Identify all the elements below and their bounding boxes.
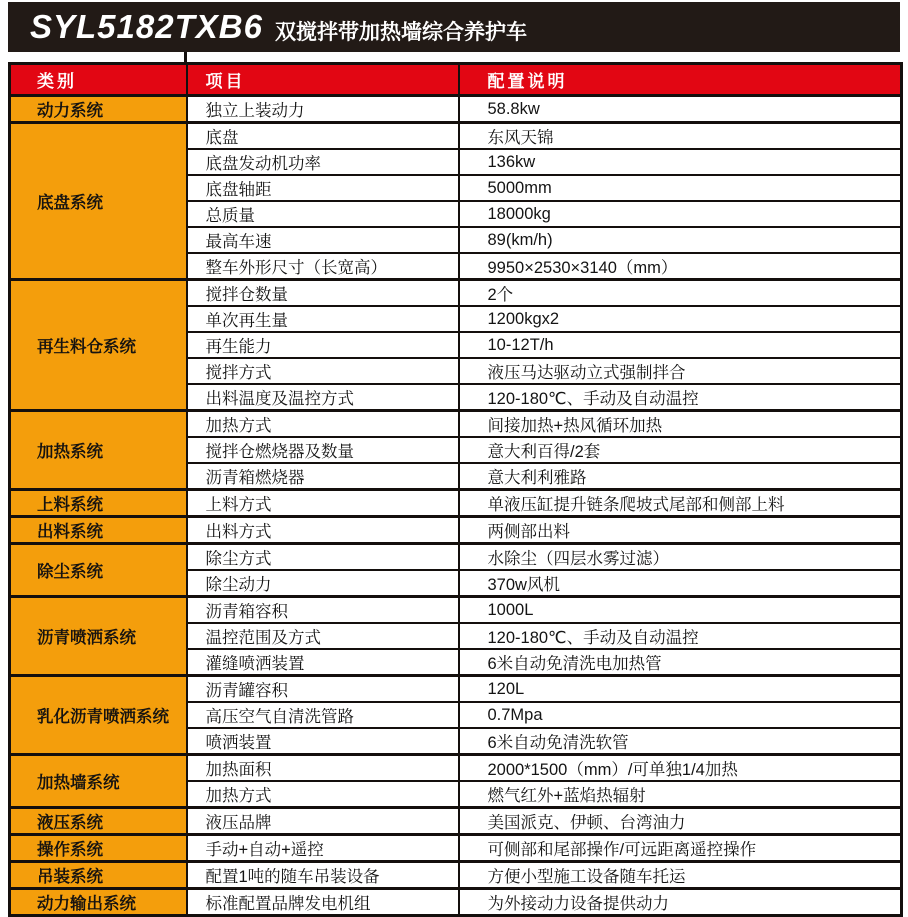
spec-cell: 2个	[459, 280, 902, 307]
vehicle-name: 双搅拌带加热墙综合养护车	[274, 20, 527, 44]
item-cell: 除尘方式	[187, 544, 459, 571]
item-cell: 整车外形尺寸（长宽高）	[187, 253, 459, 280]
spec-cell: 10-12T/h	[459, 332, 902, 358]
spec-cell: 液压马达驱动立式强制拌合	[459, 358, 902, 384]
spec-cell: 意大利百得/2套	[459, 437, 902, 463]
item-cell: 灌缝喷洒装置	[187, 649, 459, 676]
table-row	[10, 123, 902, 150]
item-cell: 底盘	[187, 123, 459, 150]
category-cell-dust-removal-system: 除尘系统	[10, 544, 187, 597]
category-cell-loading-system: 上料系统	[10, 490, 187, 517]
category-cell-power-output-system: 动力输出系统	[10, 889, 187, 916]
item-cell: 液压品牌	[187, 808, 459, 835]
category-cell-heating-system: 加热系统	[10, 411, 187, 490]
item-cell: 上料方式	[187, 490, 459, 517]
spec-cell: 东风天锦	[459, 123, 902, 150]
item-cell: 底盘轴距	[187, 175, 459, 201]
table-row	[10, 280, 902, 307]
item-cell: 加热面积	[187, 755, 459, 782]
spec-cell: 58.8kw	[459, 96, 902, 123]
item-cell: 搅拌方式	[187, 358, 459, 384]
item-cell: 配置1吨的随车吊装设备	[187, 862, 459, 889]
spec-cell: 9950×2530×3140（mm）	[459, 253, 902, 280]
spec-cell: 6米自动免清洗软管	[459, 728, 902, 755]
spec-cell: 0.7Mpa	[459, 702, 902, 728]
item-cell: 总质量	[187, 201, 459, 227]
spec-cell: 120-180℃、手动及自动温控	[459, 623, 902, 649]
header-category: 类别	[10, 64, 187, 96]
spec-cell: 两侧部出料	[459, 517, 902, 544]
table-row	[10, 862, 902, 889]
category-cell-heating-wall-system: 加热墙系统	[10, 755, 187, 808]
item-cell: 单次再生量	[187, 306, 459, 332]
spec-table	[8, 62, 903, 917]
spec-cell: 1200kgx2	[459, 306, 902, 332]
spec-cell: 370w风机	[459, 570, 902, 597]
table-row	[10, 597, 902, 624]
spec-cell: 单液压缸提升链条爬坡式尾部和侧部上料	[459, 490, 902, 517]
header-spec: 配置说明	[459, 64, 902, 96]
category-cell-asphalt-spray-system: 沥青喷洒系统	[10, 597, 187, 676]
table-row	[10, 808, 902, 835]
category-cell-recycling-bin-system: 再生料仓系统	[10, 280, 187, 411]
spec-cell: 6米自动免清洗电加热管	[459, 649, 902, 676]
item-cell: 沥青箱燃烧器	[187, 463, 459, 490]
table-row	[10, 96, 902, 123]
table-row	[10, 490, 902, 517]
item-cell: 沥青箱容积	[187, 597, 459, 624]
table-row	[10, 889, 902, 916]
item-cell: 加热方式	[187, 781, 459, 808]
category-cell-power-system: 动力系统	[10, 96, 187, 123]
category-cell-crane-system: 吊装系统	[10, 862, 187, 889]
table-row	[10, 676, 902, 703]
table-row	[10, 835, 902, 862]
item-cell: 高压空气自清洗管路	[187, 702, 459, 728]
table-row	[10, 411, 902, 438]
spec-cell: 可侧部和尾部操作/可远距离遥控操作	[459, 835, 902, 862]
table-row	[10, 517, 902, 544]
spec-cell: 燃气红外+蓝焰热辐射	[459, 781, 902, 808]
spec-cell: 5000mm	[459, 175, 902, 201]
item-cell: 搅拌仓燃烧器及数量	[187, 437, 459, 463]
item-cell: 手动+自动+遥控	[187, 835, 459, 862]
item-cell: 独立上装动力	[187, 96, 459, 123]
category-cell-hydraulic-system: 液压系统	[10, 808, 187, 835]
spec-cell: 美国派克、伊顿、台湾油力	[459, 808, 902, 835]
spec-cell: 18000kg	[459, 201, 902, 227]
spec-cell: 水除尘（四层水雾过滤）	[459, 544, 902, 571]
category-cell-operation-system: 操作系统	[10, 835, 187, 862]
spec-cell: 方便小型施工设备随车托运	[459, 862, 902, 889]
title-bar	[8, 2, 900, 52]
table-header-row	[10, 64, 902, 96]
spec-cell: 89(km/h)	[459, 227, 902, 253]
item-cell: 底盘发动机功率	[187, 149, 459, 175]
header-item: 项目	[187, 64, 459, 96]
spec-cell: 2000*1500（mm）/可单独1/4加热	[459, 755, 902, 782]
category-cell-discharge-system: 出料系统	[10, 517, 187, 544]
item-cell: 加热方式	[187, 411, 459, 438]
table-row	[10, 544, 902, 571]
spec-cell: 间接加热+热风循环加热	[459, 411, 902, 438]
spec-cell: 1000L	[459, 597, 902, 624]
category-cell-emulsified-asphalt-spray-system: 乳化沥青喷洒系统	[10, 676, 187, 755]
model-number: SYL5182TXB6	[30, 8, 263, 45]
spec-cell: 136kw	[459, 149, 902, 175]
item-cell: 再生能力	[187, 332, 459, 358]
item-cell: 喷洒装置	[187, 728, 459, 755]
item-cell: 出料温度及温控方式	[187, 384, 459, 411]
item-cell: 温控范围及方式	[187, 623, 459, 649]
item-cell: 标准配置品牌发电机组	[187, 889, 459, 916]
item-cell: 出料方式	[187, 517, 459, 544]
spec-cell: 120-180℃、手动及自动温控	[459, 384, 902, 411]
item-cell: 最高车速	[187, 227, 459, 253]
item-cell: 搅拌仓数量	[187, 280, 459, 307]
spec-cell: 为外接动力设备提供动力	[459, 889, 902, 916]
spec-cell: 120L	[459, 676, 902, 703]
item-cell: 除尘动力	[187, 570, 459, 597]
category-cell-chassis-system: 底盘系统	[10, 123, 187, 280]
spec-cell: 意大利利雅路	[459, 463, 902, 490]
item-cell: 沥青罐容积	[187, 676, 459, 703]
table-row	[10, 755, 902, 782]
